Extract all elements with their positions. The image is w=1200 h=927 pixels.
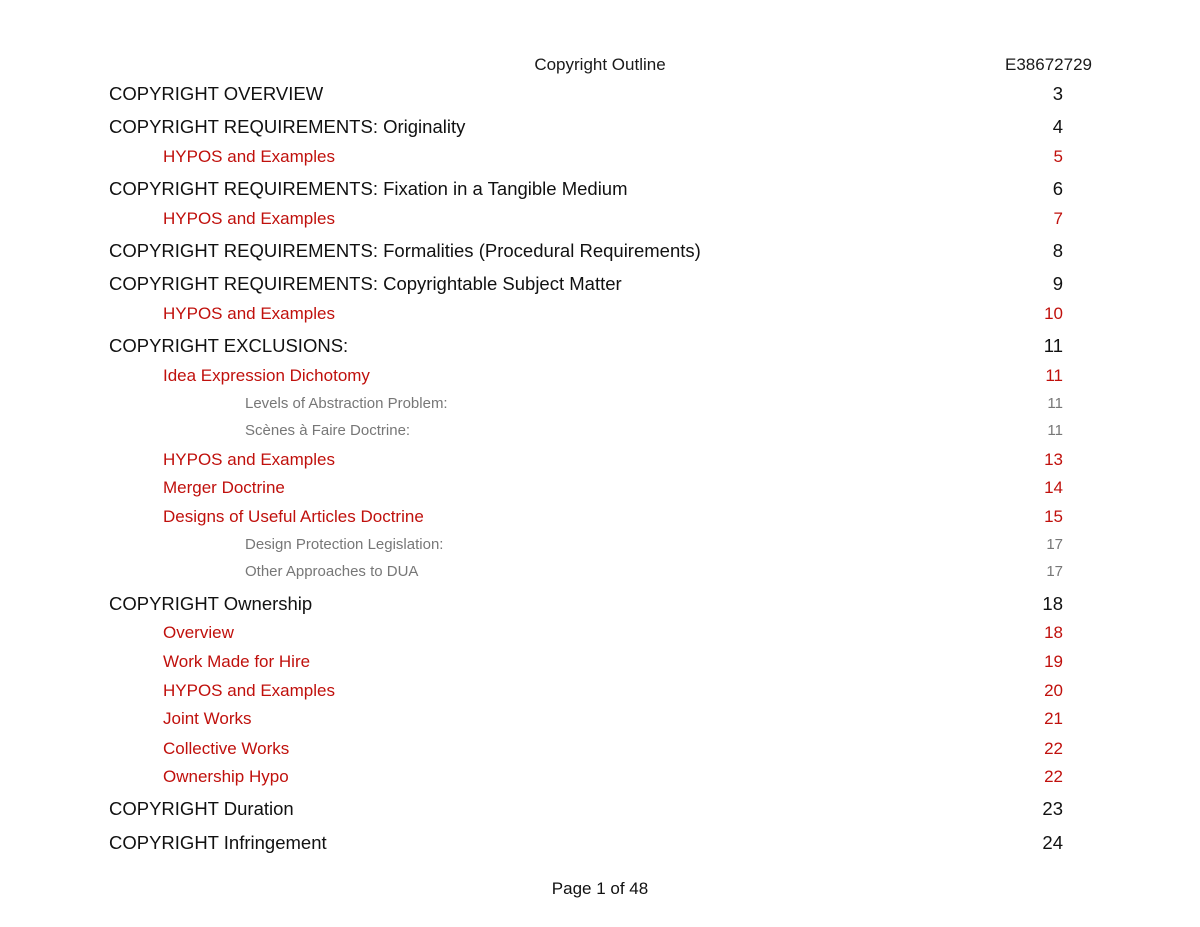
toc-entry-label: COPYRIGHT OVERVIEW: [109, 83, 324, 104]
toc-entry-page-number: 22: [1044, 767, 1063, 786]
toc-entry[interactable]: [0, 709, 1200, 733]
toc-entry-label: COPYRIGHT Duration: [109, 798, 294, 819]
toc-entry-label[interactable]: Scènes à Faire Doctrine:: [245, 422, 411, 439]
toc-entry-page-number: 5: [1053, 147, 1063, 166]
toc-entry-label[interactable]: Work Made for Hire: [163, 652, 311, 671]
toc-entry-page-number: 17: [1046, 563, 1063, 580]
toc-entry-page-number: 11: [1047, 395, 1063, 412]
page-indicator: Page 1 of 48: [551, 879, 649, 898]
toc-entry-label: COPYRIGHT Ownership: [109, 593, 313, 614]
toc-entry-page-number: 10: [1044, 304, 1063, 323]
toc-entry[interactable]: [0, 536, 1200, 560]
document-title: Copyright Outline: [534, 55, 666, 74]
toc-entry-label[interactable]: HYPOS and Examples: [163, 304, 335, 323]
toc-entry-page-number: 21: [1044, 709, 1063, 728]
toc-entry[interactable]: [0, 507, 1200, 531]
toc-entry-label[interactable]: HYPOS and Examples: [163, 450, 335, 469]
toc-entry-label[interactable]: Design Protection Legislation:: [245, 536, 444, 553]
toc-entry-label[interactable]: Idea Expression Dichotomy: [163, 366, 370, 385]
toc-entry-label: COPYRIGHT EXCLUSIONS:: [109, 335, 349, 356]
toc-entry-page-number: 11: [1047, 422, 1063, 439]
toc-entry-label: COPYRIGHT REQUIREMENTS: Originality: [109, 116, 466, 137]
toc-entry-page-number: 18: [1044, 623, 1063, 642]
toc-entry[interactable]: [0, 147, 1200, 171]
toc-entry-label[interactable]: Levels of Abstraction Problem:: [245, 395, 448, 412]
toc-entry-page-number: 23: [1042, 798, 1063, 819]
toc-entry-label[interactable]: Ownership Hypo: [163, 767, 289, 786]
toc-entry[interactable]: [0, 422, 1200, 446]
toc-entry-page-number: 8: [1052, 240, 1063, 261]
toc-entry-label[interactable]: HYPOS and Examples: [163, 147, 335, 166]
toc-entry-label[interactable]: HYPOS and Examples: [163, 209, 335, 228]
toc-entry[interactable]: [0, 623, 1200, 647]
toc-entry-page-number: 7: [1053, 209, 1063, 228]
toc-entry[interactable]: [0, 304, 1200, 328]
toc-entry: [0, 83, 1200, 107]
toc-entry-page-number: 11: [1043, 335, 1063, 356]
toc-entry-label: COPYRIGHT REQUIREMENTS: Formalities (Procedural Requirements): [109, 240, 701, 261]
toc-entry-page-number: 19: [1044, 652, 1063, 671]
toc-entry[interactable]: [0, 739, 1200, 763]
toc-entry: [0, 240, 1200, 264]
toc-entry-page-number: 20: [1044, 681, 1063, 700]
toc-entry-page-number: 4: [1052, 116, 1063, 137]
toc-entry-page-number: 14: [1044, 478, 1063, 497]
toc-entry-label: COPYRIGHT REQUIREMENTS: Fixation in a Tangible Medium: [109, 178, 628, 199]
toc-entry-page-number: 22: [1044, 739, 1063, 758]
toc-entry: [0, 832, 1200, 856]
toc-entry-label[interactable]: Overview: [163, 623, 234, 642]
toc-entry[interactable]: [0, 563, 1200, 587]
toc-entry-label[interactable]: HYPOS and Examples: [163, 681, 335, 700]
toc-entry-page-number: 17: [1046, 536, 1063, 553]
toc-entry: [0, 593, 1200, 617]
toc-entry-page-number: 6: [1052, 178, 1063, 199]
toc-entry[interactable]: [0, 478, 1200, 502]
toc-entry: [0, 335, 1200, 359]
toc-entry: [0, 178, 1200, 202]
toc-entry-page-number: 9: [1052, 273, 1063, 294]
toc-entry[interactable]: [0, 681, 1200, 705]
toc-entry-label[interactable]: Joint Works: [163, 709, 252, 728]
toc-entry-page-number: 11: [1045, 366, 1063, 385]
toc-entry[interactable]: [0, 209, 1200, 233]
document-id: E38672729: [1005, 55, 1092, 74]
toc-entry[interactable]: [0, 366, 1200, 390]
toc-entry[interactable]: [0, 450, 1200, 474]
toc-entry-label: COPYRIGHT REQUIREMENTS: Copyrightable Subject Matter: [109, 273, 622, 294]
toc-entry-page-number: 3: [1052, 83, 1063, 104]
toc-entry-page-number: 13: [1044, 450, 1063, 469]
toc-entry-label[interactable]: Other Approaches to DUA: [245, 563, 419, 580]
toc-entry-page-number: 15: [1044, 507, 1063, 526]
toc-entry: [0, 116, 1200, 140]
toc-entry-label: COPYRIGHT Infringement: [109, 832, 327, 853]
toc-entry: [0, 798, 1200, 822]
toc-entry: [0, 273, 1200, 297]
toc-entry[interactable]: [0, 767, 1200, 791]
toc-entry-label[interactable]: Merger Doctrine: [163, 478, 285, 497]
toc-entry-label[interactable]: Collective Works: [163, 739, 290, 758]
toc-entry-label[interactable]: Designs of Useful Articles Doctrine: [163, 507, 424, 526]
toc-entry-page-number: 18: [1042, 593, 1063, 614]
toc-entry[interactable]: [0, 395, 1200, 419]
toc-entry[interactable]: [0, 652, 1200, 676]
toc-entry-page-number: 24: [1042, 832, 1063, 853]
